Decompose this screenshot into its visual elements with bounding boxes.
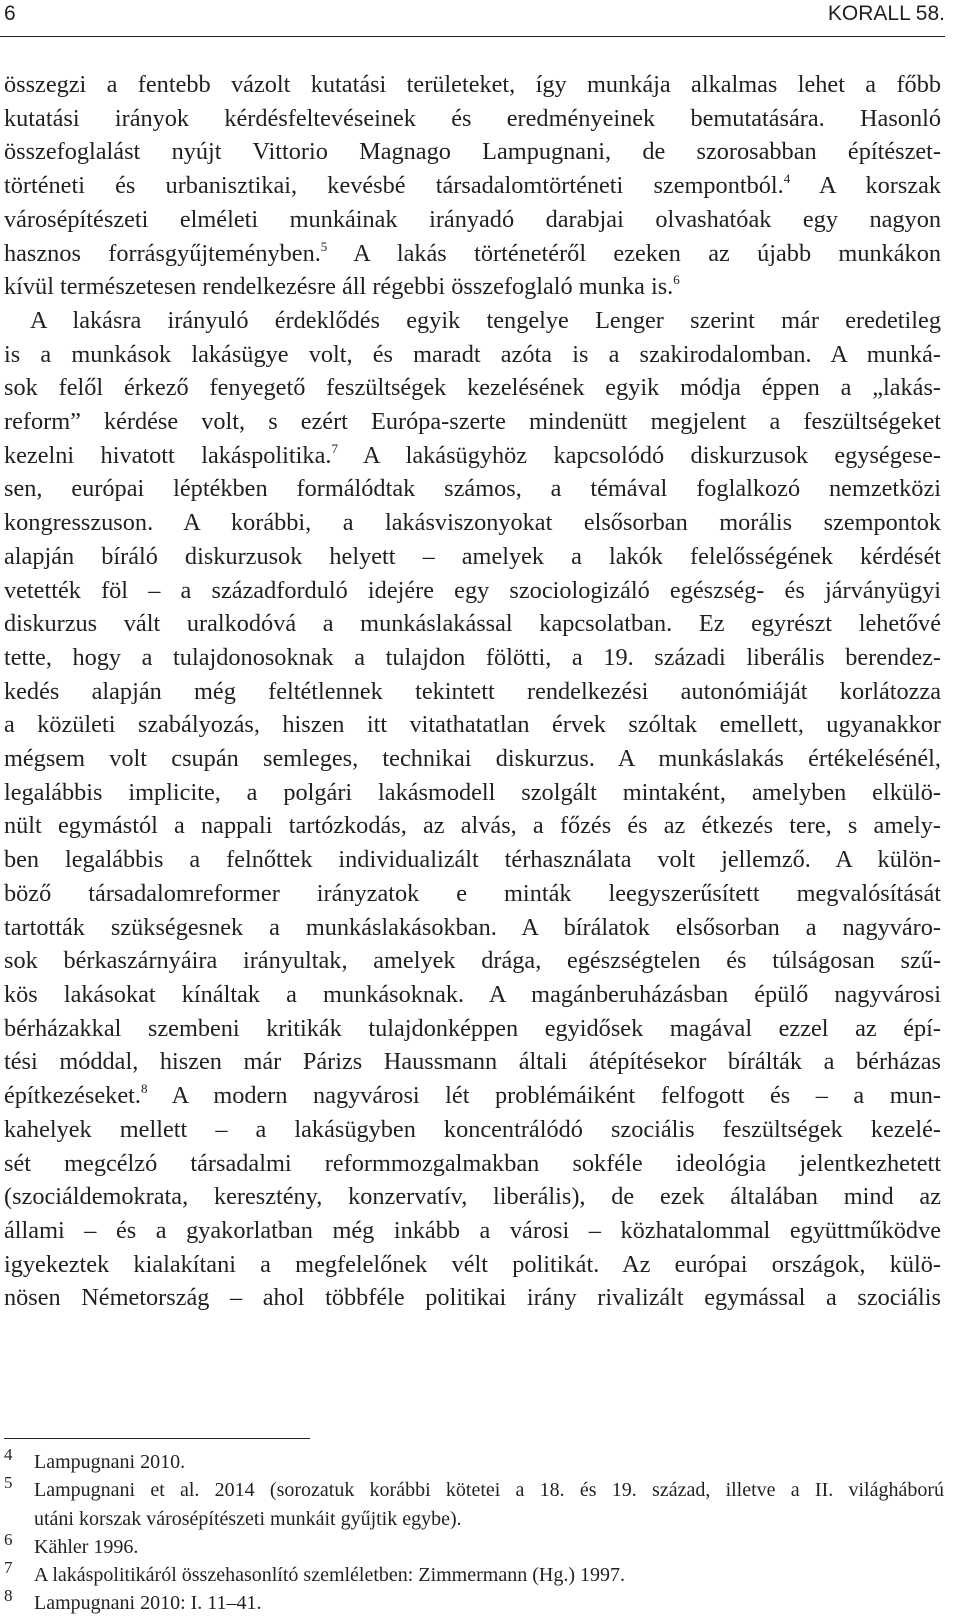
body-line (4, 270, 941, 304)
body-text-run: A lakásügyhöz kapcsolódó diskurzusok egységese- (337, 441, 941, 469)
body-line: igyekeztek kialakítani a megfelelőnek vélt politikát. Az európai országok, külö- (4, 1250, 941, 1278)
body-line: bérházakkal szembeni kritikák tulajdonképpen egyidősek magával ezzel az épí- (4, 1014, 941, 1042)
body-line: a közületi szabályozás, hiszen itt vitathatatlan érvek szóltak emellett, ugyanakkor (4, 711, 941, 739)
footnote-text: Lampugnani 2010. (34, 1451, 186, 1473)
body-text-run: építkezéseket. (4, 1082, 141, 1110)
body-line: ben legalábbis a felnőttek individualizált térhasználata volt jellemző. A külön- (4, 846, 941, 874)
footnote-ref[interactable]: 7 (331, 440, 338, 456)
footnote-text: Kähler 1996. (34, 1535, 139, 1558)
footnote-ref[interactable]: 6 (673, 272, 680, 288)
body-line (4, 169, 941, 203)
body-line: is a munkások lakásügye volt, és maradt azóta is a szakirodalomban. A munká- (4, 340, 941, 368)
body-line: kongresszuson. A korábbi, a lakásviszonyokat elsősorban morális szempontok (4, 509, 941, 537)
footnote-ref[interactable]: 5 (320, 238, 328, 254)
body-text-run: A lakás történetéről ezeken az újabb munkákon (327, 239, 941, 267)
body-text-run: A korszak (790, 172, 942, 200)
body-line: városépítészeti elméleti munkáinak irányadó darabjai olvashatóak egy nagyon (4, 205, 941, 233)
body-line: kedés alapján még feltétlennek tekintett rendelkezési autonómiáját korlátozza (4, 677, 941, 705)
body-line (4, 237, 941, 271)
body-line: tette, hogy a tulajdonosoknak a tulajdon fölötti, a 19. századi liberális berendez- (4, 643, 941, 671)
body-text-run: kívül természetesen rendelkezésre áll régebbi összefoglaló munka is. (4, 273, 674, 301)
body-line: nült egymástól a nappali tartózkodás, az alvás, a főzés és az étkezés tere, s amely- (4, 812, 941, 840)
body-line: vetették föl – a századforduló idejére egy szociologizáló egészség- és járványügyi (4, 576, 941, 604)
body-line: alapján bíráló diskurzusok helyett – amelyek a lakók felelősségének kérdését (4, 542, 941, 570)
body-line: böző társadalomreformer irányzatok e minták leegyszerűsített megvalósítását (4, 879, 941, 907)
footnotes (4, 1445, 944, 1618)
body-line: legalábbis implicite, a polgári lakásmodell szolgált mintaként, amelyben elkülö- (4, 778, 941, 806)
footnote-4 (4, 1445, 944, 1476)
footnote-divider (4, 1438, 310, 1439)
body-line (4, 439, 941, 473)
body-line: sét megcélzó társadalmi reformmozgalmakban sokféle ideológia jelentkezhetett (4, 1149, 941, 1177)
footnote-text: utáni korszak városépítészeti munkáit gyűjtik egybe). (34, 1507, 462, 1530)
footnote-6 (4, 1529, 944, 1561)
body-text-run: történeti és urbanisztikai, kevésbé társadalomtörténeti szempontból. (4, 172, 784, 200)
body-line (4, 1079, 941, 1113)
footnote-number: 4 (4, 1445, 13, 1464)
footnote-text: Lampugnani et al. 2014 (sorozatuk korábbi kötetei a 18. és 19. század, illetve a II. világháború (34, 1479, 944, 1502)
body-line: reform” kérdése volt, s ezért Európa-szerte mindenütt megjelent a feszültségeket (4, 408, 941, 436)
footnote-number: 7 (4, 1558, 13, 1578)
body-line: kutatási irányok kérdésfeltevéseinek és eredményeinek bemutatására. Hasonló (4, 104, 941, 132)
body-line: tartották szükségesnek a munkáslakásokban. A bírálatok elsősorban a nagyváro- (4, 913, 941, 941)
body-text-run: hasznos forrásgyűjteményben. (4, 239, 321, 267)
body-line: sok felől érkező fenyegető feszültségek kezelésének egyik módja éppen a „lakás- (4, 374, 941, 402)
paragraph-first-line: A lakásra irányuló érdeklődés egyik tengelye Lenger szerint már eredetileg (30, 306, 941, 334)
body-line: kös lakásokat kínáltak a munkásoknak. A magánberuházásban épülő nagyvárosi (4, 980, 941, 1008)
footnote-number: 8 (4, 1586, 13, 1606)
footnote-number: 5 (4, 1473, 13, 1493)
body-line: mégsem volt csupán semleges, technikai diskurzus. A munkáslakás értékelésénél, (4, 745, 941, 773)
page-number: 6 (4, 2, 16, 25)
body-text (4, 68, 941, 1315)
journal-title: KORALL 58. (827, 2, 945, 25)
body-line: sok bérkaszárnyáira irányultak, amelyek drága, egészségtelen és túlságosan szű- (4, 947, 941, 975)
body-line: összefoglalást nyújt Vittorio Magnago Lampugnani, de szorosabban építészet- (4, 138, 941, 166)
body-line: sen, európai léptékben formálódtak számos, a témával foglalkozó nemzetközi (4, 475, 941, 503)
footnote-text: Lampugnani 2010: I. 11–41. (34, 1592, 262, 1615)
footnote-ref[interactable]: 8 (140, 1081, 148, 1097)
body-line: összegzi a fentebb vázolt kutatási területeket, így munkája alkalmas lehet a főbb (4, 71, 941, 98)
body-text-run: A modern nagyvárosi lét problémáiként felfogott és – a mun- (147, 1082, 941, 1110)
body-line: (szociáldemokrata, keresztény, konzervatív, liberális), de ezek általában mind az (4, 1183, 941, 1211)
running-header (0, 0, 945, 37)
body-line: nösen Németország – ahol többféle politikai irány rivalizált egymással a szociális (4, 1284, 941, 1312)
footnote-7 (4, 1558, 944, 1589)
body-line: kahelyek mellett – a lakásügyben koncentrálódó szociális feszültségek kezelé- (4, 1115, 941, 1143)
body-line: tési móddal, hiszen már Párizs Haussmann általi átépítésekor bírálták a bérházas (4, 1048, 941, 1076)
footnote-text: A lakáspolitikáról összehasonlító szemléletben: Zimmermann (Hg.) 1997. (34, 1564, 625, 1587)
body-text-run: kezelni hivatott lakáspolitika. (4, 441, 332, 469)
footnote-5 (4, 1473, 944, 1533)
body-line: diskurzus vált uralkodóvá a munkáslakással kapcsolatban. Ez egyrészt lehetővé (4, 610, 941, 638)
footnote-number: 6 (4, 1529, 13, 1549)
body-line: állami – és a gyakorlatban még inkább a városi – közhatalommal együttműködve (4, 1216, 941, 1244)
footnote-ref[interactable]: 4 (783, 171, 791, 187)
footnote-8 (4, 1586, 944, 1617)
